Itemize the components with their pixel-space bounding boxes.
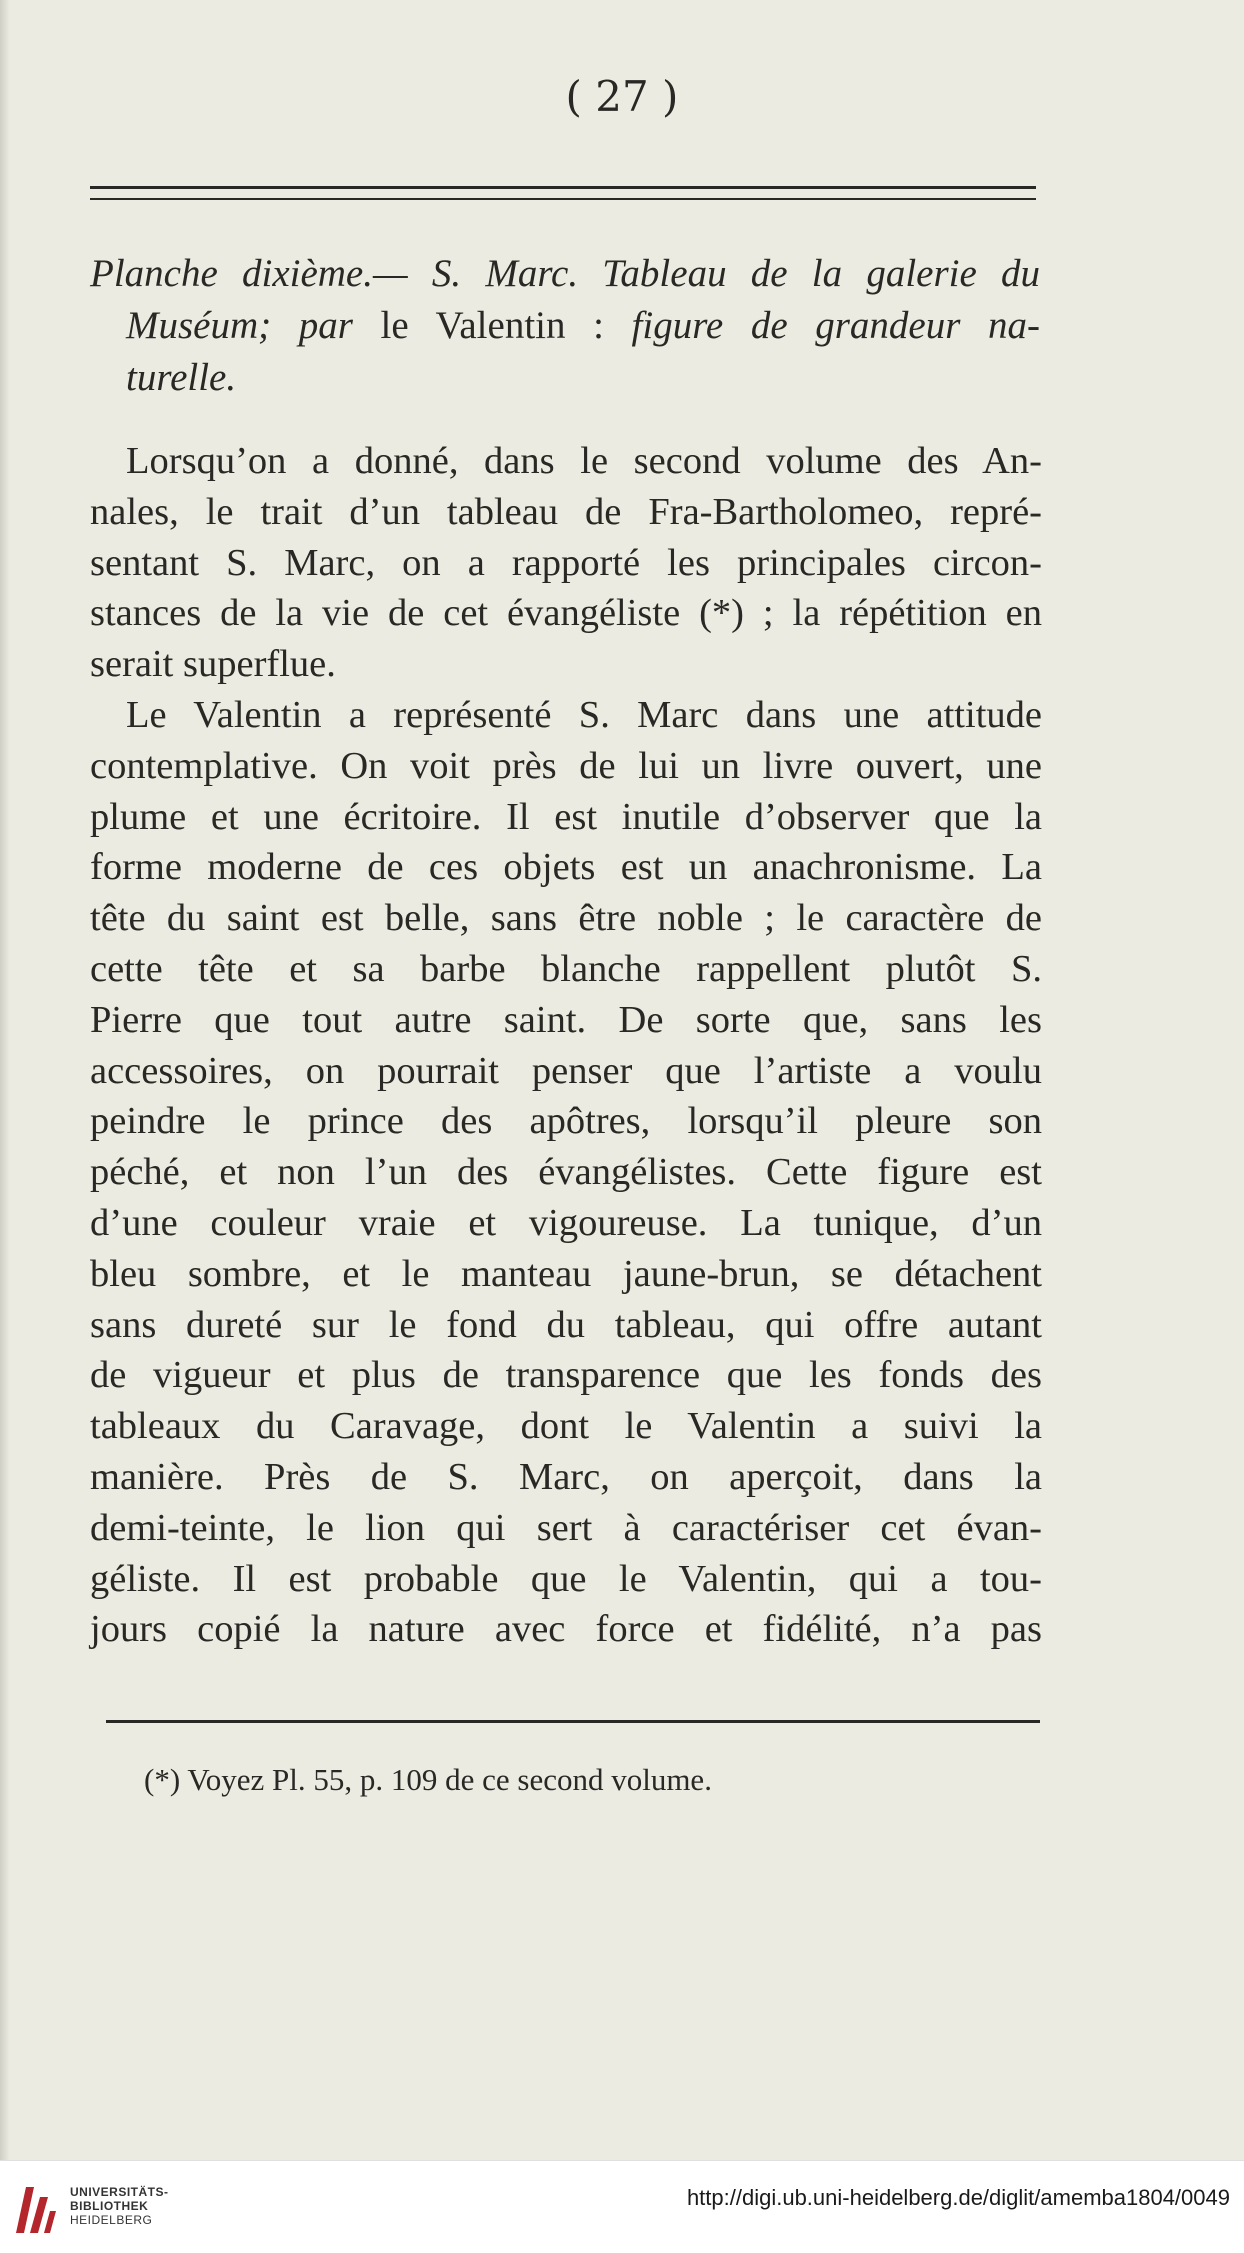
body-text [90, 436, 1042, 1655]
text-line: d’une couleur vraie et vigoureuse. La tunique, d’un [90, 1201, 1042, 1244]
library-name-line: HEIDELBERG [70, 2213, 153, 2227]
plate-heading [90, 248, 1040, 404]
text-line: géliste. Il est probable que le Valentin, qui a tou- [90, 1557, 1042, 1600]
text-line: contemplative. On voit près de lui un livre ouvert, une [90, 744, 1042, 787]
text-line: peindre le prince des apôtres, lorsqu’il pleure son [90, 1100, 1042, 1143]
university-library-logo-icon[interactable] [12, 2179, 60, 2237]
heading-line-1: Planche dixième.— S. Marc. Tableau de la galerie du [90, 252, 1040, 295]
text-line: Lorsqu’on a donné, dans le second volume des An- [126, 440, 1042, 482]
text-line: jours copié la nature avec force et fidélité, n’a pas [90, 1608, 1042, 1651]
text-line: péché, et non l’un des évangélistes. Cette figure est [90, 1151, 1042, 1194]
text-line: cette tête et sa barbe blanche rappellent plutôt S. [90, 947, 1042, 990]
permalink-url[interactable]: http://digi.ub.uni-heidelberg.de/diglit/amemba1804/0049 [686, 2185, 1230, 2210]
library-footer [0, 2160, 1244, 2253]
footnote-rule [106, 1720, 1040, 1723]
heading-line-3: turelle. [126, 356, 237, 399]
page-edge-shadow [0, 0, 10, 2160]
text-line: demi-teinte, le lion qui sert à caractériser cet évan- [90, 1506, 1042, 1549]
heading-par: par [298, 304, 353, 347]
text-line: nales, le trait d’un tableau de Fra-Bartholomeo, repré- [90, 490, 1042, 533]
header-rule-top [90, 186, 1036, 189]
heading-figure: figure de grandeur na- [631, 304, 1040, 347]
text-line: forme moderne de ces objets est un anachronisme. La [90, 846, 1042, 889]
text-line: accessoires, on pourrait penser que l’artiste a voulu [90, 1049, 1042, 1092]
text-line: de vigueur et plus de transparence que les fonds des [90, 1354, 1042, 1397]
text-line: Pierre que tout autre saint. De sorte que, sans les [90, 998, 1042, 1041]
heading-valentin: le Valentin : [352, 304, 632, 347]
library-name-line: UNIVERSITÄTS- [70, 2185, 169, 2199]
heading-museum: Muséum; [126, 304, 299, 347]
text-line: serait superflue. [90, 643, 336, 686]
text-line: tête du saint est belle, sans être noble ; le caractère de [90, 897, 1042, 940]
footnote: (*) Voyez Pl. 55, p. 109 de ce second volume. [144, 1762, 712, 1797]
text-line: stances de la vie de cet évangéliste (*) ; la répétition en [90, 592, 1042, 635]
text-line: plume et une écritoire. Il est inutile d’observer que la [90, 795, 1042, 838]
library-name-line: BIBLIOTHEK [70, 2199, 149, 2213]
heading-line-2 [90, 300, 1040, 352]
text-line: sentant S. Marc, on a rapporté les principales circon- [90, 541, 1042, 584]
text-line: tableaux du Caravage, dont le Valentin a suivi la [90, 1405, 1042, 1448]
library-name [70, 2185, 169, 2227]
text-line: bleu sombre, et le manteau jaune-brun, se détachent [90, 1252, 1042, 1295]
text-line: sans dureté sur le fond du tableau, qui offre autant [90, 1303, 1042, 1346]
text-line: Le Valentin a représenté S. Marc dans une attitude [126, 693, 1042, 736]
page-number: ( 27 ) [565, 72, 679, 121]
text-line: manière. Près de S. Marc, on aperçoit, dans la [90, 1455, 1042, 1498]
header-rule-bottom [90, 198, 1036, 200]
